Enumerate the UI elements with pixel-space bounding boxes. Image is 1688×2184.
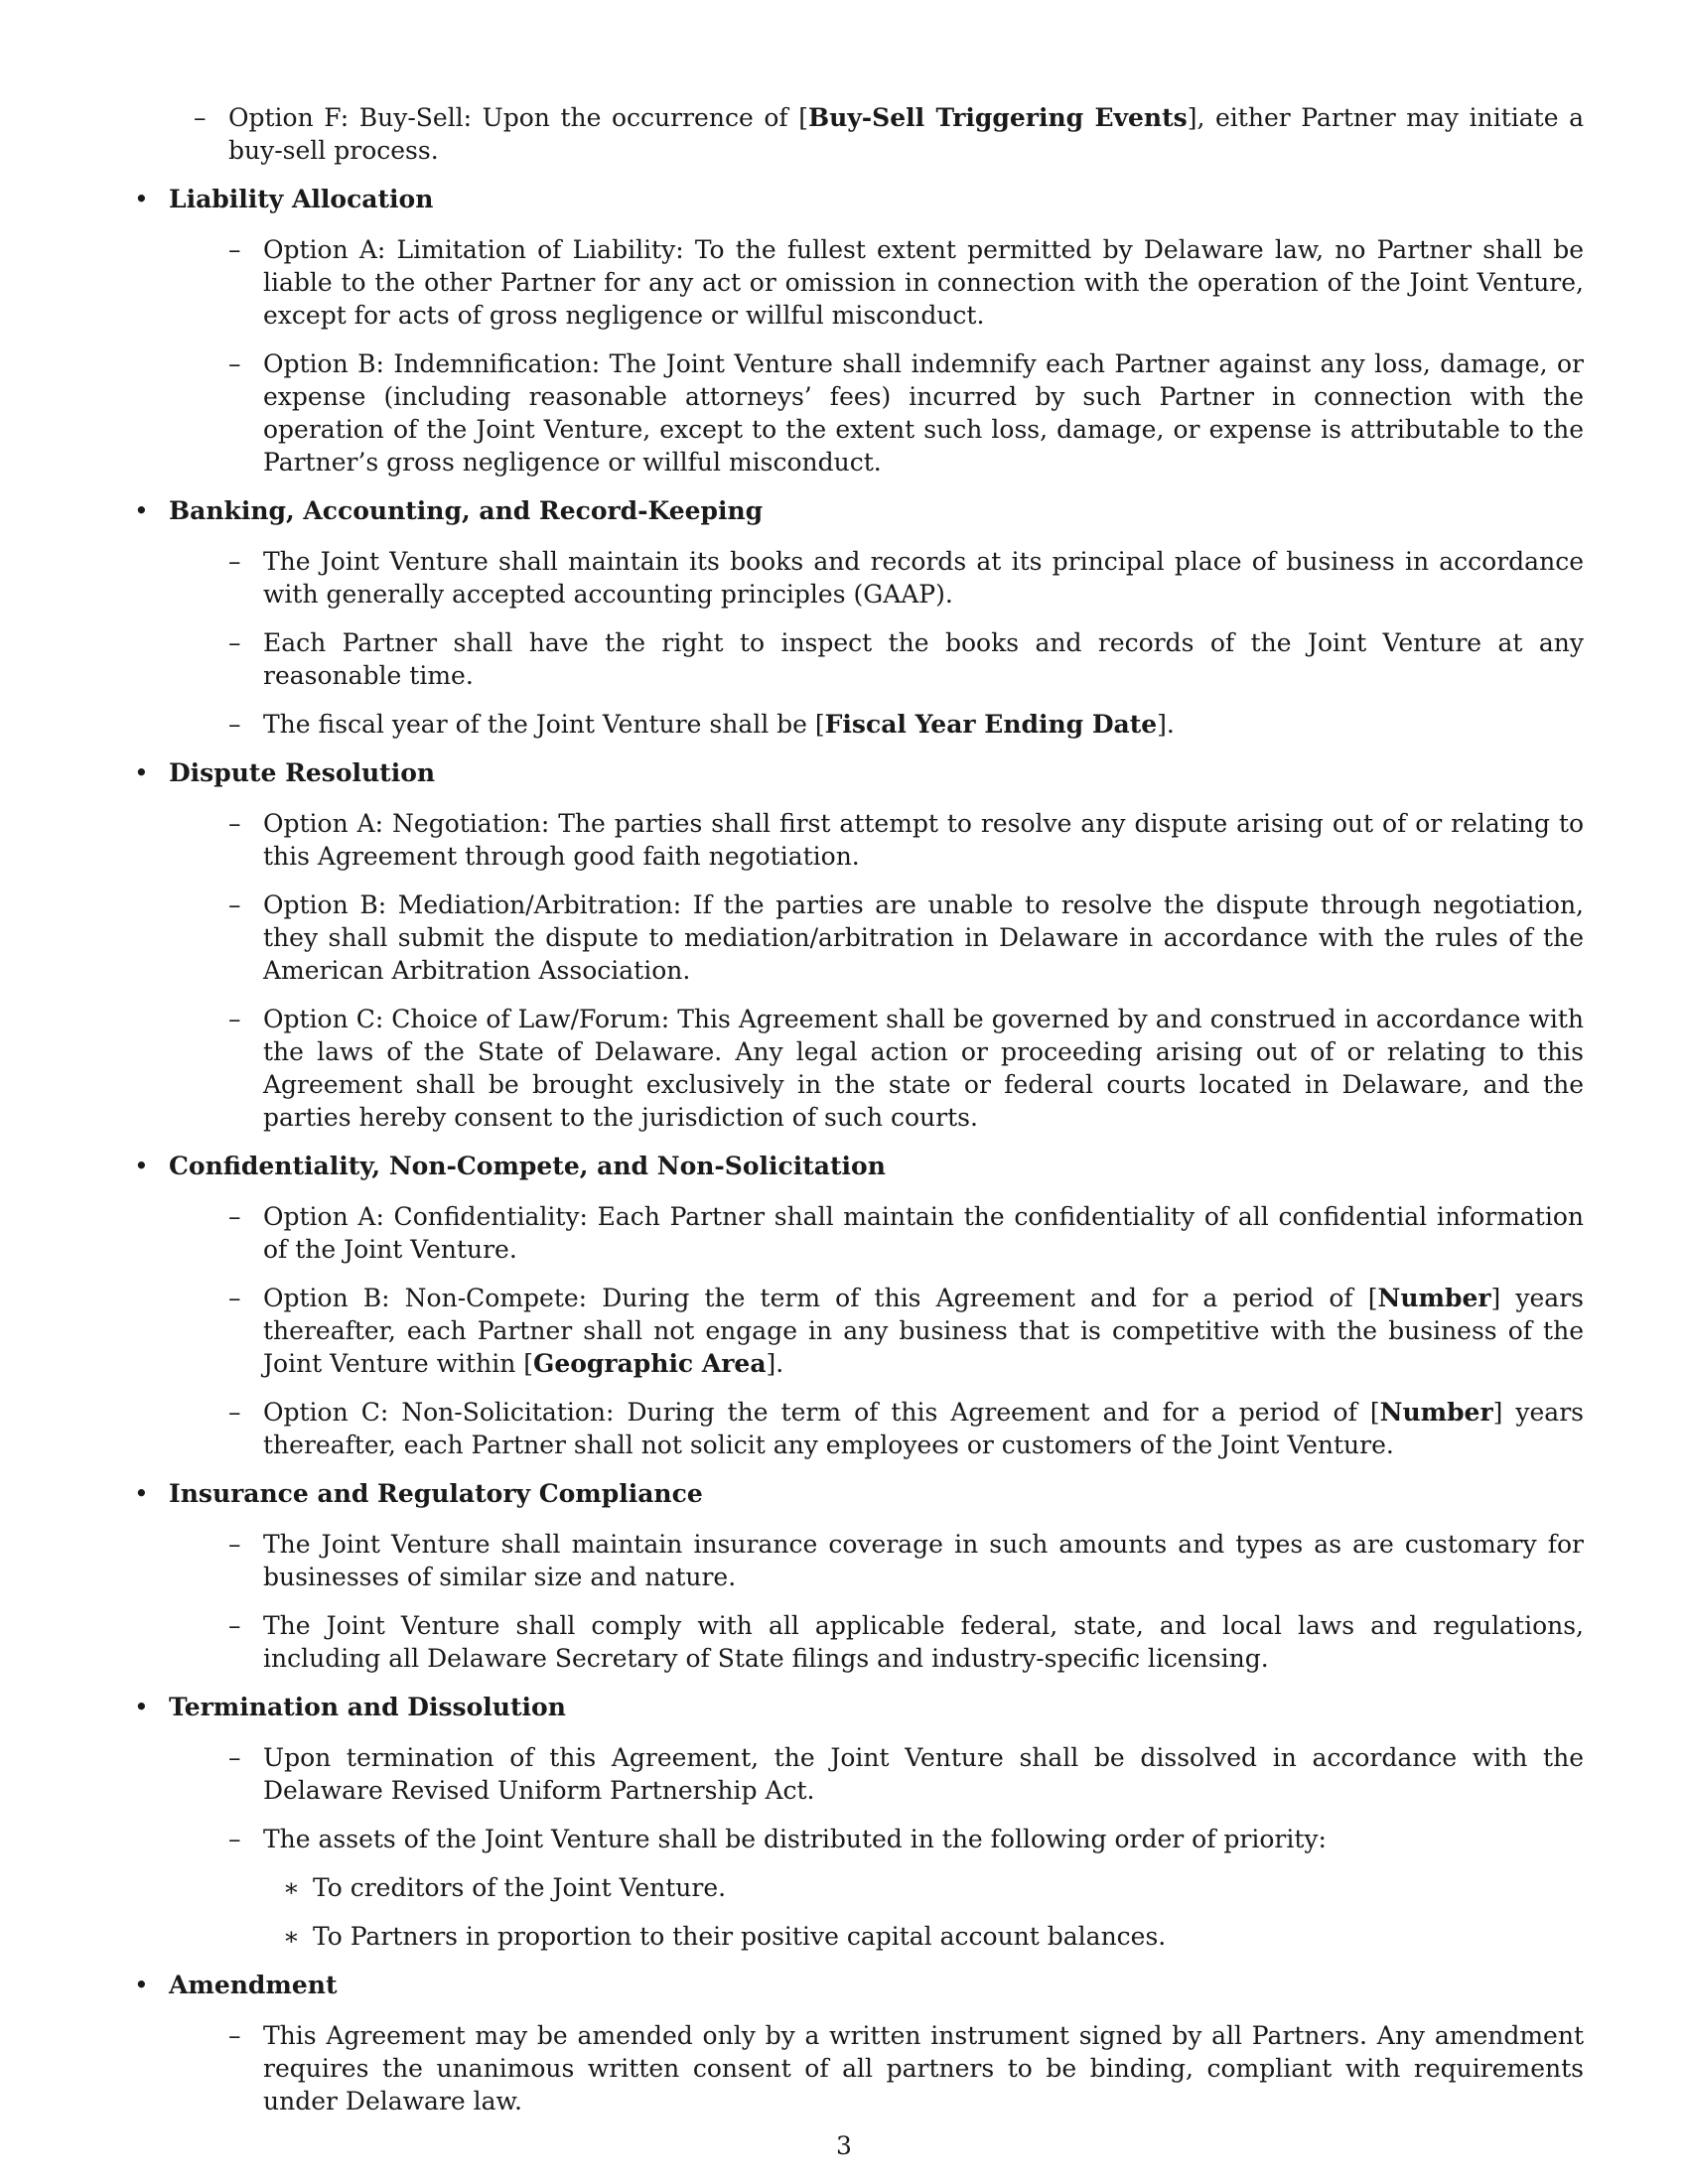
item-text: Option A: Limitation of Liability: To the fullest extent permitted by Delaware law, no Partner shall be liable to the other Partner for any act or omission in connection with the operation of the Joint Venture, except for acts of gross negligence or willful misconduct. [263,235,1584,330]
page-number: 3 [836,2131,852,2160]
dash-bullet: – [228,1530,241,1559]
section [134,1477,1584,1675]
section-title: Liability Allocation [169,185,434,213]
section [134,1150,1584,1461]
section [134,183,1584,478]
dash-bullet: – [228,1202,241,1231]
dash-bullet: – [228,1743,241,1772]
list-item [169,1741,1584,1807]
list-item [169,545,1584,611]
item-text: ] years thereafter, each Partner shall not engage in any business that is competitive with the business of the Joint Venture within [ [263,1284,1584,1378]
section [134,494,1584,741]
section-title: Amendment [169,1971,338,1999]
item-text: The Joint Venture shall maintain its books and records at its principal place of business in accordance with generally accepted accounting principles (GAAP). [263,547,1584,609]
section-list [134,183,1584,2117]
item-text: Option A: Confidentiality: Each Partner shall maintain the confidentiality of all confidential information of the Joint Venture. [263,1202,1584,1264]
dash-bullet: – [228,1825,241,1853]
dash-bullet: – [194,103,207,132]
list-item [169,2019,1584,2117]
item-text: Upon termination of this Agreement, the Joint Venture shall be dissolved in accordance with the Delaware Revised Uniform Partnership Act. [263,1743,1584,1805]
list-item [169,1200,1584,1266]
placeholder-field: Buy-Sell Triggering Events [807,103,1188,132]
dash-bullet: – [228,235,241,264]
list-item [169,233,1584,332]
item-text: ] years thereafter, each Partner shall not solicit any employees or customers of the Joint Venture. [263,1398,1584,1459]
section-title: Termination and Dissolution [169,1693,566,1721]
list-item [169,1396,1584,1461]
item-text: The Joint Venture shall maintain insurance coverage in such amounts and types as are customary for businesses of similar size and nature. [263,1530,1584,1591]
asterisk-bullet: ∗ [283,1873,300,1902]
list-item [169,1823,1584,1855]
item-text: ]. [766,1349,784,1378]
dash-bullet: – [228,547,241,576]
item-text: ], either Partner may initiate a buy-sell process. [228,103,1584,165]
dash-bullet: – [228,890,241,919]
bullet-dot: • [134,758,149,787]
list-item [169,1528,1584,1593]
sub-item-text: To creditors of the Joint Venture. [313,1873,727,1902]
dash-bullet: – [228,628,241,657]
asterisk-bullet: ∗ [283,1922,300,1951]
item-text: Option A: Negotiation: The parties shall first attempt to resolve any dispute arising out of or relating to this Agreement through good faith negotiation. [263,809,1584,871]
dash-bullet: – [228,1398,241,1427]
list-item [169,347,1584,478]
dash-bullet: – [228,710,241,739]
placeholder-field: Number [1377,1284,1491,1312]
item-text: Option C: Choice of Law/Forum: This Agreement shall be governed by and construed in accordance with the laws of the State of Delaware. Any legal action or proceeding arising out of or relating to this Agreement shall be brought exclusively in the state or federal courts located in Delaware, and the parties hereby consent to the jurisdiction of such courts. [263,1005,1584,1132]
placeholder-field: Fiscal Year Ending Date [824,710,1158,739]
list-item [169,1609,1584,1675]
dash-bullet: – [228,1284,241,1312]
dash-bullet: – [228,1005,241,1033]
sub-item-text: To Partners in proportion to their positive capital account balances. [313,1922,1167,1951]
section [134,756,1584,1134]
item-text: The assets of the Joint Venture shall be distributed in the following order of priority: [263,1825,1327,1853]
section [134,1969,1584,2117]
list-item [169,708,1584,741]
item-text: Option B: Indemnification: The Joint Venture shall indemnify each Partner against any loss, damage, or expense (including reasonable attorneys’ fees) incurred by such Partner in connection with the operation of the Joint Venture, except to the extent such loss, damage, or expense is attributable to the Partner’s gross negligence or willful misconduct. [263,349,1584,477]
list-item [169,1003,1584,1134]
section [134,1691,1584,1953]
bullet-dot: • [134,1971,149,1999]
list-item [169,888,1584,987]
sub-list-item [169,1871,1584,1904]
bullet-dot: • [134,1693,149,1721]
bullet-dot: • [134,1479,149,1508]
item-text: ]. [1157,710,1175,739]
list-item [169,1282,1584,1380]
section-title: Insurance and Regulatory Compliance [169,1479,703,1508]
placeholder-field: Geographic Area [533,1349,767,1378]
list-item-option-f [134,101,1584,167]
item-text: The fiscal year of the Joint Venture shall be [ [263,710,825,739]
sub-list-item [169,1920,1584,1953]
dash-bullet: – [228,1611,241,1640]
list-item [169,626,1584,692]
item-text: Each Partner shall have the right to inspect the books and records of the Joint Venture at any reasonable time. [263,628,1584,690]
item-text: Option F: Buy-Sell: Upon the occurrence of [ [228,103,808,132]
item-text: The Joint Venture shall comply with all applicable federal, state, and local laws and regulations, including all Delaware Secretary of State filings and industry-specific licensing. [263,1611,1584,1673]
dash-bullet: – [228,349,241,378]
item-text: This Agreement may be amended only by a written instrument signed by all Partners. Any amendment requires the unanimous written consent of all partners to be binding, compliant with requirements under Delaware law. [263,2021,1584,2116]
section-title: Confidentiality, Non-Compete, and Non-Solicitation [169,1152,886,1180]
document-page [134,101,1584,2133]
item-text: Option B: Mediation/Arbitration: If the parties are unable to resolve the dispute through negotiation, they shall submit the dispute to mediation/arbitration in Delaware in accordance with the rules of the American Arbitration Association. [263,890,1584,985]
bullet-dot: • [134,185,149,213]
section-title: Dispute Resolution [169,758,436,787]
dash-bullet: – [228,2021,241,2050]
placeholder-field: Number [1379,1398,1493,1427]
item-text: Option B: Non-Compete: During the term of this Agreement and for a period of [ [263,1284,1378,1312]
bullet-dot: • [134,496,149,525]
item-text: Option C: Non-Solicitation: During the term of this Agreement and for a period of [ [263,1398,1380,1427]
section-title: Banking, Accounting, and Record-Keeping [169,496,764,525]
list-item [169,807,1584,873]
dash-bullet: – [228,809,241,838]
bullet-dot: • [134,1152,149,1180]
